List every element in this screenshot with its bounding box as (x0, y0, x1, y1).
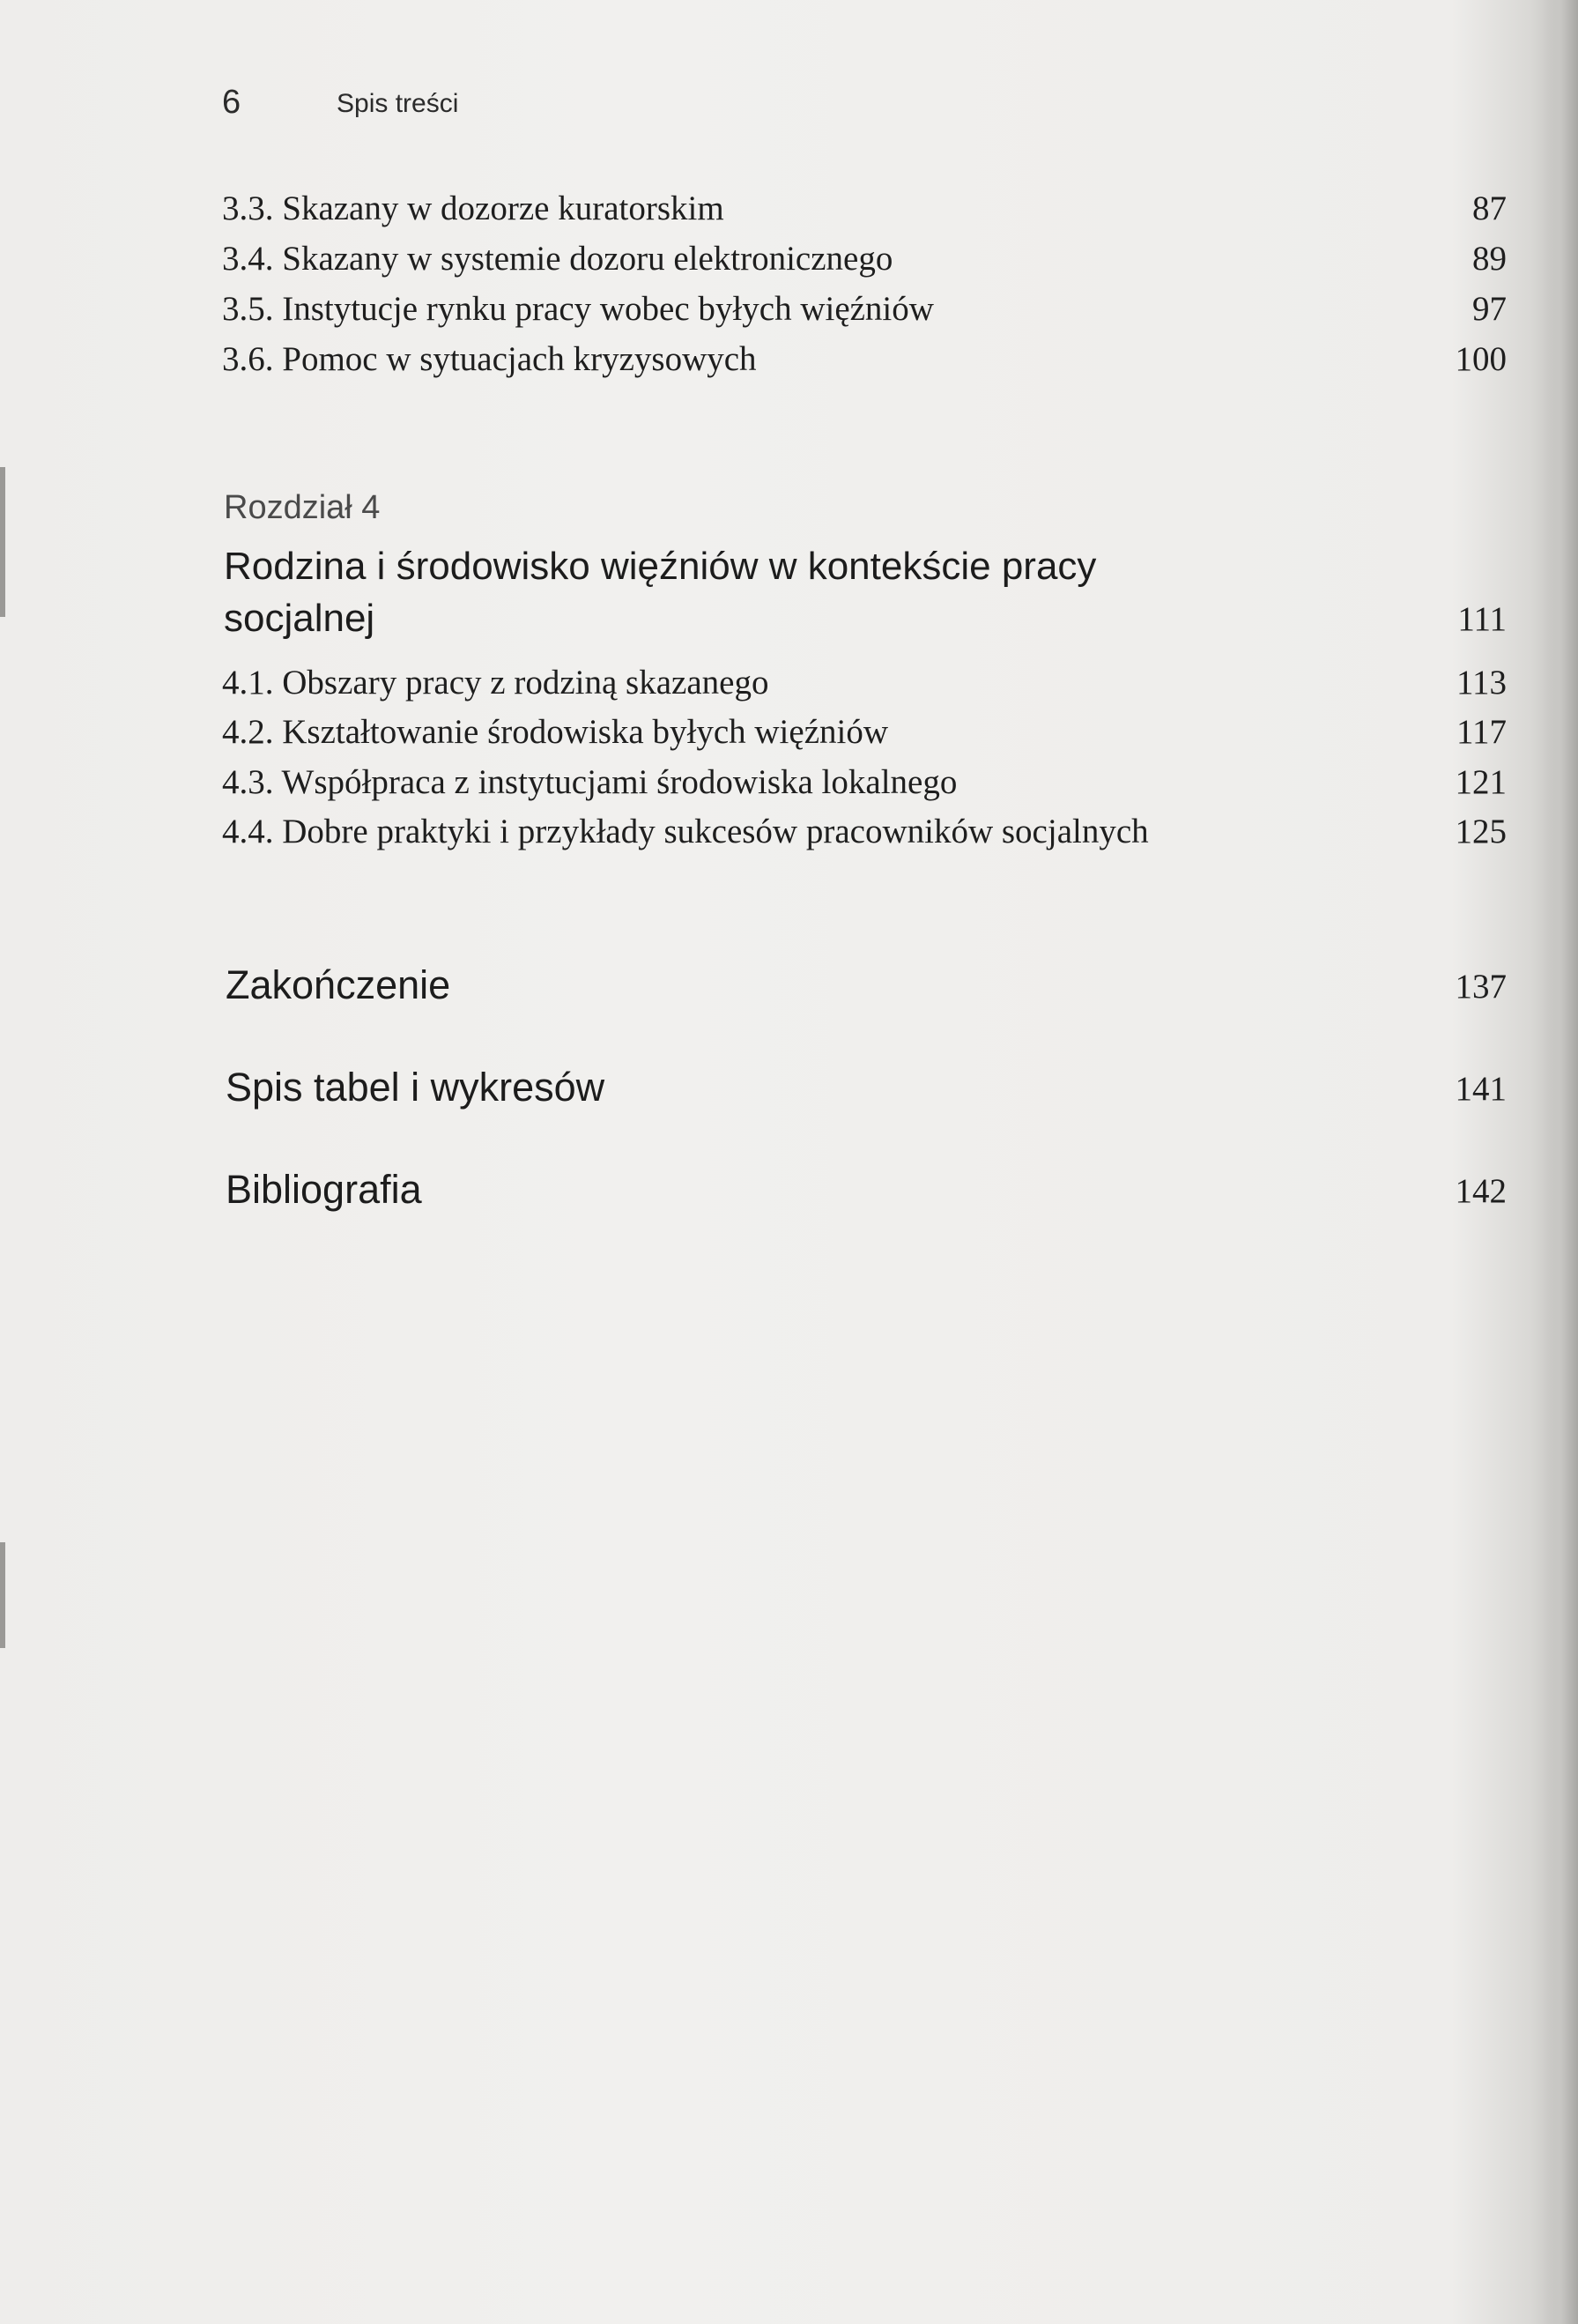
scan-edge-mark (0, 1542, 5, 1648)
toc-entry-label: 3.4. Skazany w systemie dozoru elektronicznego (222, 240, 893, 278)
toc-entry-label: 3.5. Instytucje rynku pracy wobec byłych więźniów (222, 290, 934, 328)
toc-entry-page: 141 (1455, 1070, 1507, 1108)
page-edge-shadow (1543, 0, 1578, 2324)
toc-entry-label: Zakończenie (226, 962, 451, 1007)
toc-entry-page: 97 (1472, 290, 1507, 328)
toc-entry-page: 111 (1457, 600, 1507, 638)
toc-entry-page: 89 (1472, 240, 1507, 278)
toc-entry-label: 4.4. Dobre praktyki i przykłady sukcesów pracowników socjalnych (222, 813, 1149, 850)
toc-entry-label: 3.3. Skazany w dozorze kuratorskim (222, 189, 724, 227)
chapter-label: Rozdział 4 (224, 489, 381, 526)
toc-entry-label: 4.2. Kształtowanie środowiska byłych więźniów (222, 713, 889, 751)
toc-entry-label: 3.6. Pomoc w sytuacjach kryzysowych (222, 340, 757, 378)
toc-entry-label: 4.3. Współpraca z instytucjami środowiska lokalnego (222, 763, 958, 801)
toc-entry-page: 113 (1456, 664, 1507, 702)
toc-entry-page: 87 (1472, 189, 1507, 227)
toc-entry-page: 117 (1456, 713, 1507, 751)
toc-entry-page: 121 (1455, 763, 1507, 801)
running-title: Spis treści (337, 89, 459, 118)
scan-edge-mark (0, 467, 5, 617)
toc-entry-label: Bibliografia (226, 1167, 422, 1212)
toc-entry-page: 125 (1455, 813, 1507, 850)
toc-entry-page: 137 (1455, 968, 1507, 1006)
toc-entry-label: 4.1. Obszary pracy z rodziną skazanego (222, 664, 769, 702)
toc-entry-label: Spis tabel i wykresów (226, 1065, 605, 1110)
page-number: 6 (222, 84, 241, 121)
chapter-title-line2: socjalnej (224, 597, 375, 640)
toc-entry-page: 100 (1455, 340, 1507, 378)
toc-entry-page: 142 (1455, 1172, 1507, 1210)
chapter-title: Rodzina i środowisko więźniów w kontekście pracy (224, 545, 1097, 588)
